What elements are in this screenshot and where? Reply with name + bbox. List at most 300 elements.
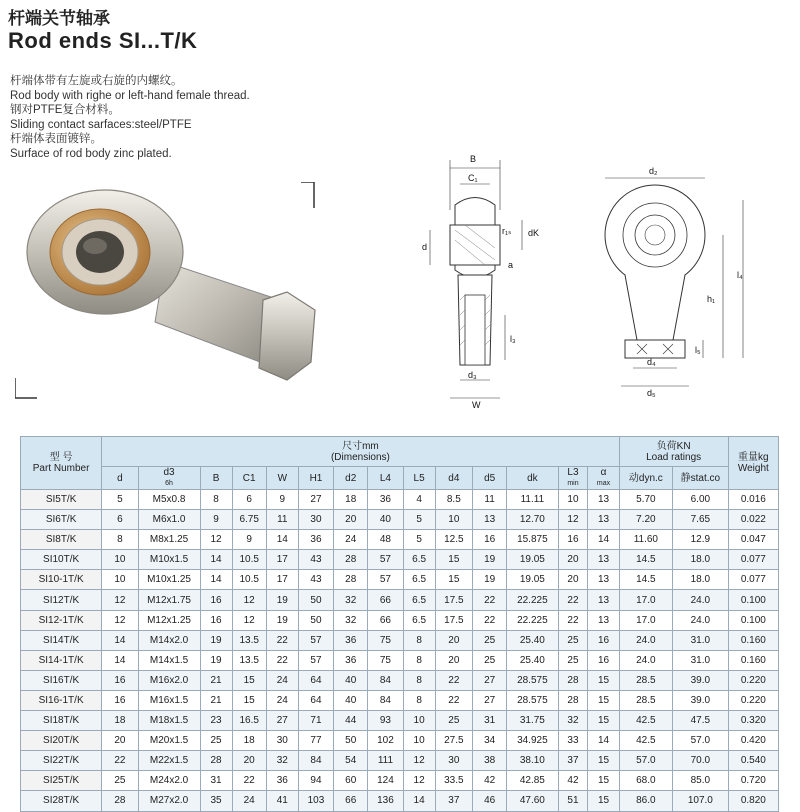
- table-cell: 31.0: [673, 630, 729, 650]
- table-cell: 0.077: [728, 550, 778, 570]
- col-l3: L3 min: [558, 467, 588, 490]
- table-cell: 8: [102, 530, 138, 550]
- table-cell: 0.100: [728, 610, 778, 630]
- table-cell: 68.0: [619, 771, 672, 791]
- table-cell: 22: [102, 751, 138, 771]
- col-h1: H1: [298, 467, 333, 490]
- table-cell: 22.225: [507, 610, 558, 630]
- part-number-cell: SI14-1T/K: [21, 650, 102, 670]
- label-d4: d₄: [647, 357, 656, 367]
- table-cell: 66: [368, 590, 403, 610]
- table-cell: 124: [368, 771, 403, 791]
- table-cell: 86.0: [619, 791, 672, 811]
- table-cell: 32: [334, 610, 368, 630]
- header-weight: 重量kg Weight: [728, 437, 778, 490]
- table-cell: 40: [368, 510, 403, 530]
- table-cell: 15: [588, 670, 619, 690]
- table-cell: 77: [298, 731, 333, 751]
- table-cell: 18: [102, 711, 138, 731]
- description-line: Rod body with righe or left-hand female thread.: [10, 89, 250, 102]
- table-cell: 51: [558, 791, 588, 811]
- table-cell: 41: [266, 791, 298, 811]
- table-cell: 60: [334, 771, 368, 791]
- table-cell: 66: [334, 791, 368, 811]
- table-cell: 15: [588, 751, 619, 771]
- table-cell: 13: [473, 510, 507, 530]
- table-cell: M8x1.25: [138, 530, 200, 550]
- table-cell: 20: [435, 630, 472, 650]
- table-cell: 57: [368, 550, 403, 570]
- part-number-cell: SI28T/K: [21, 791, 102, 811]
- table-cell: 24.0: [619, 650, 672, 670]
- table-cell: 64: [298, 670, 333, 690]
- part-number-cell: SI6T/K: [21, 510, 102, 530]
- table-row: [21, 690, 779, 710]
- table-cell: 12.9: [673, 530, 729, 550]
- table-cell: M10x1.25: [138, 570, 200, 590]
- table-cell: M14x2.0: [138, 630, 200, 650]
- table-cell: 18: [334, 490, 368, 510]
- table-cell: 12.5: [435, 530, 472, 550]
- table-cell: 6: [232, 490, 266, 510]
- part-number-cell: SI20T/K: [21, 731, 102, 751]
- table-cell: 28.5: [619, 670, 672, 690]
- col-d4: d4: [435, 467, 472, 490]
- table-cell: 27: [298, 490, 333, 510]
- table-cell: 6.5: [403, 590, 435, 610]
- col-l5: L5: [403, 467, 435, 490]
- label-d3: d₃: [468, 370, 477, 380]
- label-b: B: [470, 154, 477, 164]
- table-cell: 94: [298, 771, 333, 791]
- table-cell: 6: [102, 510, 138, 530]
- table-cell: 0.160: [728, 630, 778, 650]
- table-cell: 32: [334, 590, 368, 610]
- table-cell: 22: [435, 670, 472, 690]
- table-cell: 36: [298, 530, 333, 550]
- table-cell: 15: [588, 711, 619, 731]
- table-cell: 19.05: [507, 550, 558, 570]
- table-cell: 16: [200, 590, 232, 610]
- table-row: [21, 731, 779, 751]
- table-cell: 12: [232, 610, 266, 630]
- table-cell: 14: [102, 630, 138, 650]
- part-number-cell: SI16T/K: [21, 670, 102, 690]
- table-cell: 19: [266, 610, 298, 630]
- table-row: [21, 550, 779, 570]
- part-number-cell: SI8T/K: [21, 530, 102, 550]
- header-part-number: 型 号 Part Number: [21, 437, 102, 490]
- col-d: d: [102, 467, 138, 490]
- table-cell: 84: [298, 751, 333, 771]
- table-row: [21, 530, 779, 550]
- table-cell: 36: [266, 771, 298, 791]
- table-cell: 66: [368, 610, 403, 630]
- col-c1: C1: [232, 467, 266, 490]
- col-b: B: [200, 467, 232, 490]
- table-row: [21, 771, 779, 791]
- table-cell: 16.5: [232, 711, 266, 731]
- table-cell: M22x1.5: [138, 751, 200, 771]
- table-cell: M27x2.0: [138, 791, 200, 811]
- table-cell: M14x1.5: [138, 650, 200, 670]
- table-cell: 15: [588, 771, 619, 791]
- table-cell: 93: [368, 711, 403, 731]
- table-cell: 11.11: [507, 490, 558, 510]
- table-cell: 15: [232, 670, 266, 690]
- part-number-cell: SI22T/K: [21, 751, 102, 771]
- table-cell: 15: [588, 791, 619, 811]
- table-cell: 44: [334, 711, 368, 731]
- table-cell: 8: [200, 490, 232, 510]
- table-cell: 84: [368, 690, 403, 710]
- table-cell: 17: [266, 550, 298, 570]
- table-cell: 6.5: [403, 610, 435, 630]
- table-cell: 0.160: [728, 650, 778, 670]
- table-cell: M12x1.25: [138, 610, 200, 630]
- table-cell: 25.40: [507, 630, 558, 650]
- label-c1: C₁: [468, 173, 478, 183]
- table-cell: 18.0: [673, 550, 729, 570]
- side-section-drawing: [410, 150, 560, 415]
- table-cell: 14: [200, 570, 232, 590]
- table-cell: 34.925: [507, 731, 558, 751]
- table-cell: 22: [435, 690, 472, 710]
- table-cell: 31: [473, 711, 507, 731]
- table-cell: M6x1.0: [138, 510, 200, 530]
- table-cell: 12: [232, 590, 266, 610]
- table-cell: 20: [558, 570, 588, 590]
- table-cell: 23: [200, 711, 232, 731]
- table-cell: 16: [588, 630, 619, 650]
- table-cell: 13: [588, 490, 619, 510]
- part-number-cell: SI5T/K: [21, 490, 102, 510]
- table-cell: M16x1.5: [138, 690, 200, 710]
- table-cell: 11: [473, 490, 507, 510]
- table-cell: 8: [403, 650, 435, 670]
- table-cell: 28.5: [619, 690, 672, 710]
- table-row: [21, 791, 779, 811]
- table-cell: 14.5: [619, 550, 672, 570]
- table-cell: 14: [266, 530, 298, 550]
- table-cell: 27: [473, 670, 507, 690]
- table-cell: 12: [102, 590, 138, 610]
- table-cell: 16: [558, 530, 588, 550]
- table-row: [21, 610, 779, 630]
- table-cell: 8: [403, 690, 435, 710]
- table-cell: 17.5: [435, 590, 472, 610]
- table-cell: 10: [102, 570, 138, 590]
- table-cell: 22: [266, 650, 298, 670]
- table-cell: 20: [558, 550, 588, 570]
- table-cell: 30: [266, 731, 298, 751]
- table-cell: 19: [473, 570, 507, 590]
- table-cell: 28: [558, 690, 588, 710]
- table-cell: 136: [368, 791, 403, 811]
- table-cell: 38.10: [507, 751, 558, 771]
- table-cell: 33: [558, 731, 588, 751]
- table-cell: 17: [266, 570, 298, 590]
- table-cell: 22: [558, 610, 588, 630]
- table-cell: 8.5: [435, 490, 472, 510]
- table-cell: 25: [102, 771, 138, 791]
- table-cell: 64: [298, 690, 333, 710]
- product-description: [10, 74, 250, 162]
- table-cell: 10: [403, 711, 435, 731]
- table-cell: 57: [298, 650, 333, 670]
- table-cell: 24: [266, 690, 298, 710]
- table-cell: 38: [473, 751, 507, 771]
- table-cell: 24.0: [673, 610, 729, 630]
- table-cell: 48: [368, 530, 403, 550]
- table-cell: 6.75: [232, 510, 266, 530]
- table-cell: 28.575: [507, 690, 558, 710]
- label-alpha: a: [508, 260, 514, 270]
- table-cell: 0.022: [728, 510, 778, 530]
- table-cell: 20: [435, 650, 472, 670]
- table-cell: 13: [588, 550, 619, 570]
- table-row: [21, 570, 779, 590]
- label-h1: h₁: [707, 294, 716, 304]
- table-cell: 0.540: [728, 751, 778, 771]
- table-cell: 36: [334, 650, 368, 670]
- part-number-cell: SI14T/K: [21, 630, 102, 650]
- table-cell: 12: [200, 530, 232, 550]
- table-cell: 25: [558, 650, 588, 670]
- table-cell: 12: [558, 510, 588, 530]
- table-cell: 24: [334, 530, 368, 550]
- table-cell: 15: [588, 690, 619, 710]
- col-alpha: α max: [588, 467, 619, 490]
- table-cell: 111: [368, 751, 403, 771]
- table-cell: 42.85: [507, 771, 558, 791]
- table-cell: 42.5: [619, 731, 672, 751]
- table-cell: 0.420: [728, 731, 778, 751]
- table-cell: 71: [298, 711, 333, 731]
- table-cell: 102: [368, 731, 403, 751]
- table-cell: M5x0.8: [138, 490, 200, 510]
- table-cell: 4: [403, 490, 435, 510]
- col-dynamic-load: 动dyn.c: [619, 467, 672, 490]
- table-cell: 12: [102, 610, 138, 630]
- part-number-cell: SI25T/K: [21, 771, 102, 791]
- table-cell: 47.5: [673, 711, 729, 731]
- table-cell: 33.5: [435, 771, 472, 791]
- table-cell: 18: [232, 731, 266, 751]
- table-cell: 15: [232, 690, 266, 710]
- title-english: Rod ends SI...T/K: [8, 28, 198, 53]
- table-cell: 13: [588, 590, 619, 610]
- table-cell: 10: [403, 731, 435, 751]
- table-cell: 70.0: [673, 751, 729, 771]
- table-cell: 57: [368, 570, 403, 590]
- table-cell: 84: [368, 670, 403, 690]
- table-cell: 46: [473, 791, 507, 811]
- table-cell: 21: [200, 690, 232, 710]
- table-cell: 14: [200, 550, 232, 570]
- table-cell: 57.0: [619, 751, 672, 771]
- table-cell: 22: [473, 610, 507, 630]
- table-cell: 6.5: [403, 570, 435, 590]
- header-dimensions: 尺寸mm (Dimensions): [102, 437, 619, 467]
- table-cell: 36: [334, 630, 368, 650]
- table-cell: 10: [435, 510, 472, 530]
- col-d2: d2: [334, 467, 368, 490]
- table-cell: 27: [266, 711, 298, 731]
- table-cell: 31.0: [673, 650, 729, 670]
- table-cell: 20: [102, 731, 138, 751]
- table-cell: 22: [266, 630, 298, 650]
- table-cell: 50: [298, 610, 333, 630]
- table-cell: 8: [403, 670, 435, 690]
- label-d5: d₅: [647, 388, 656, 398]
- table-cell: M24x2.0: [138, 771, 200, 791]
- table-cell: 16: [200, 610, 232, 630]
- table-cell: 25: [200, 731, 232, 751]
- table-row: [21, 711, 779, 731]
- label-r1s: r₁ₛ: [502, 226, 512, 236]
- table-cell: 42: [558, 771, 588, 791]
- table-cell: 24.0: [673, 590, 729, 610]
- table-cell: 28: [558, 670, 588, 690]
- table-cell: 6.5: [403, 550, 435, 570]
- table-cell: 16: [102, 690, 138, 710]
- part-number-cell: SI10T/K: [21, 550, 102, 570]
- table-cell: 19: [200, 650, 232, 670]
- table-cell: 15.875: [507, 530, 558, 550]
- table-cell: 10: [558, 490, 588, 510]
- table-cell: 19: [266, 590, 298, 610]
- table-cell: M18x1.5: [138, 711, 200, 731]
- label-l3: l₃: [510, 334, 516, 344]
- table-cell: 24: [232, 791, 266, 811]
- label-d: d: [422, 242, 428, 252]
- table-cell: 20: [334, 510, 368, 530]
- table-cell: 28.575: [507, 670, 558, 690]
- table-cell: 36: [368, 490, 403, 510]
- table-cell: 12.70: [507, 510, 558, 530]
- table-cell: 25: [473, 630, 507, 650]
- label-l5: l₅: [695, 345, 701, 355]
- table-cell: 50: [298, 590, 333, 610]
- table-cell: 19: [473, 550, 507, 570]
- table-cell: 15: [435, 570, 472, 590]
- table-cell: 17.0: [619, 590, 672, 610]
- table-row: [21, 510, 779, 530]
- table-cell: 12: [403, 751, 435, 771]
- table-cell: 30: [435, 751, 472, 771]
- table-cell: 32: [266, 751, 298, 771]
- table-cell: 10: [102, 550, 138, 570]
- table-cell: 17.0: [619, 610, 672, 630]
- table-cell: 57: [298, 630, 333, 650]
- table-cell: 17.5: [435, 610, 472, 630]
- table-cell: 14: [588, 731, 619, 751]
- table-cell: 0.820: [728, 791, 778, 811]
- table-cell: M16x2.0: [138, 670, 200, 690]
- table-cell: 16: [588, 650, 619, 670]
- table-cell: 9: [266, 490, 298, 510]
- table-cell: 25: [473, 650, 507, 670]
- header-load-ratings: 负荷KN Load ratings: [619, 437, 728, 467]
- front-view-drawing: [585, 160, 760, 400]
- label-l4: l₄: [737, 270, 743, 280]
- table-cell: 18.0: [673, 570, 729, 590]
- col-static-load: 静stat.co: [673, 467, 729, 490]
- col-d3: d3 6h: [138, 467, 200, 490]
- table-cell: 0.320: [728, 711, 778, 731]
- table-cell: 43: [298, 550, 333, 570]
- table-cell: 28: [334, 570, 368, 590]
- title-chinese: 杆端关节轴承: [8, 9, 110, 28]
- description-line: 杆端体表面镀锌。: [10, 133, 102, 146]
- table-cell: 6.00: [673, 490, 729, 510]
- table-cell: 31.75: [507, 711, 558, 731]
- table-cell: 0.016: [728, 490, 778, 510]
- table-cell: 0.077: [728, 570, 778, 590]
- table-cell: 22: [473, 590, 507, 610]
- table-row: [21, 630, 779, 650]
- table-cell: 5.70: [619, 490, 672, 510]
- col-w: W: [266, 467, 298, 490]
- description-line: 钢对PTFE复合材料。: [10, 104, 120, 117]
- table-cell: 42: [473, 771, 507, 791]
- table-cell: 43: [298, 570, 333, 590]
- table-cell: 75: [368, 650, 403, 670]
- col-dk: dk: [507, 467, 558, 490]
- table-cell: 7.65: [673, 510, 729, 530]
- table-cell: 13: [588, 610, 619, 630]
- table-cell: 35: [200, 791, 232, 811]
- table-cell: 9: [200, 510, 232, 530]
- table-row: [21, 650, 779, 670]
- table-cell: 19.05: [507, 570, 558, 590]
- table-cell: 0.100: [728, 590, 778, 610]
- part-number-cell: SI12-1T/K: [21, 610, 102, 630]
- table-cell: 37: [435, 791, 472, 811]
- table-cell: 0.047: [728, 530, 778, 550]
- table-cell: 57.0: [673, 731, 729, 751]
- table-cell: 54: [334, 751, 368, 771]
- table-row: [21, 490, 779, 510]
- table-cell: 24: [266, 670, 298, 690]
- table-cell: 27: [473, 690, 507, 710]
- table-cell: M12x1.75: [138, 590, 200, 610]
- table-row: [21, 590, 779, 610]
- table-cell: 16: [102, 670, 138, 690]
- table-cell: 22: [558, 590, 588, 610]
- table-cell: 15: [435, 550, 472, 570]
- table-cell: 22.225: [507, 590, 558, 610]
- table-cell: 28: [334, 550, 368, 570]
- table-cell: 28: [102, 791, 138, 811]
- table-cell: 25.40: [507, 650, 558, 670]
- table-cell: 13.5: [232, 650, 266, 670]
- table-cell: 0.220: [728, 670, 778, 690]
- table-cell: 28: [200, 751, 232, 771]
- table-cell: 13: [588, 510, 619, 530]
- table-cell: 0.720: [728, 771, 778, 791]
- table-cell: 42.5: [619, 711, 672, 731]
- description-line: 杆端体带有左旋或右旋的内螺纹。: [10, 75, 183, 87]
- table-cell: 10.5: [232, 570, 266, 590]
- table-cell: 27.5: [435, 731, 472, 751]
- label-dk: dK: [528, 228, 540, 238]
- table-cell: 107.0: [673, 791, 729, 811]
- specification-table: [20, 436, 779, 812]
- table-cell: 31: [200, 771, 232, 791]
- table-cell: 9: [232, 530, 266, 550]
